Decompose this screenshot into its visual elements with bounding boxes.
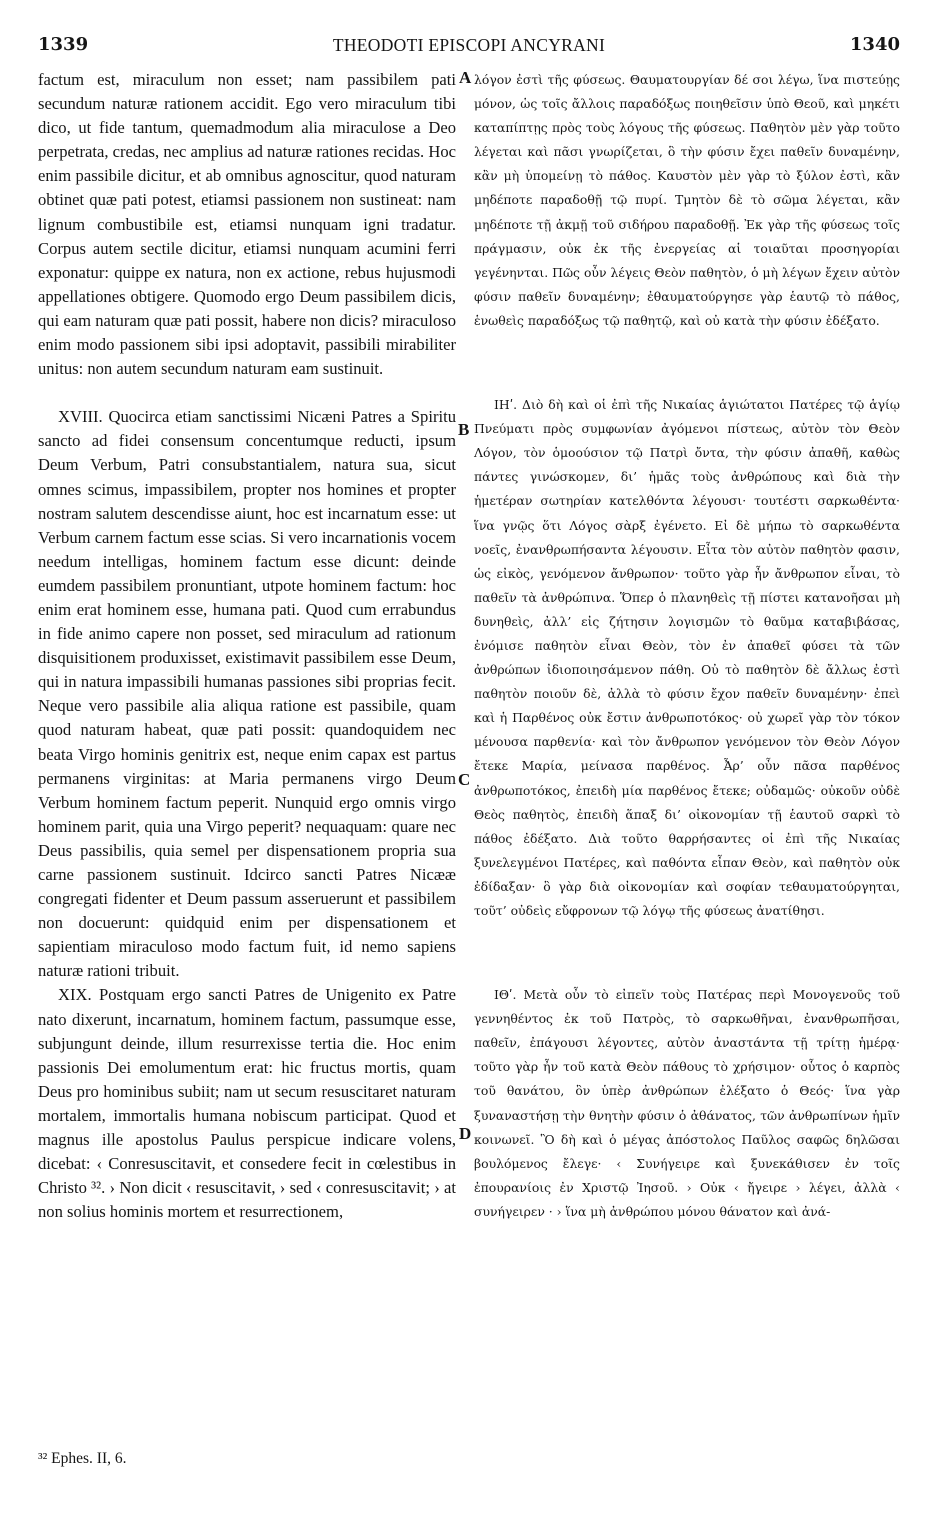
page-number-right: 1340 bbox=[849, 34, 900, 55]
margin-letter-b: B bbox=[458, 420, 470, 439]
page-number-left: 1339 bbox=[38, 34, 89, 55]
footnote: ³² Ephes. II, 6. bbox=[38, 1450, 127, 1467]
running-title: THEODOTI EPISCOPI ANCYRANI bbox=[332, 35, 606, 55]
greek-column bbox=[474, 68, 900, 1224]
latin-paragraph-1: factum est, miraculum non esset; nam passibilem pati secundum naturæ rationem accidit. Ego vero miraculum tibi dico, ut fide tantum, quemadmodum alia miraculose a Deo perpetrata, credas, nec amplius ad naturæ rationes recidas. Hoc enim passibile dicitur, et ab omnibus agnoscitur, quod naturam obtinet quæ pati potest, etiamsi passionem non sustineat: nam lignum combustibile est, etiamsi nunquam igni tradatur. Corpus autem sectile dicitur, etiamsi nunquam acumini ferri exponatur: quippe ex natura, non ex actione, rebus hujusmodi appellationes obtigere. Quomodo ergo Deum passibilem dicis, qui eam naturam quæ pati possit, habere non dicis? miraculoso enim modo passionem sibi ipsi adoptavit, passibili mirabiliter unitus: non autem secundum naturam eam sustinuit. bbox=[38, 70, 456, 379]
latin-column bbox=[38, 68, 456, 1224]
greek-paragraph-2: ΙΗʹ. Διὸ δὴ καὶ οἱ ἐπὶ τῆς Νικαίας ἁγιώτατοι Πατέρες τῷ ἁγίῳ Πνεύματι πρὸς συμφωνίαν ἀγόμενοι πίστεως, αὐτὸν τὸν Θεὸν Λόγον, τὸν ὁμοούσιον τῷ Πατρὶ ὄντα, τὴν φύσιν ἀπαθῆ, καθὼς πάντες γινώσκομεν, δι’ ἡμᾶς τοὺς ἀνθρώπους καὶ διὰ τὴν ἡμετέραν σωτηρίαν κατελθόντα λέγουσι· τουτέστι σαρκωθέντα· ἵνα γνῷς ὅτι Λόγος σὰρξ ἐγένετο. Εἰ δὲ μήπω τὸ σαρκωθέντα νοεῖς, ἐνανθρωπήσαντα λέγουσιν. Εἶτα τὸν αὐτὸν παθητὸν φασιν, ὡς εἰκὸς, γενόμενον ἄνθρωπον· τοῦτο γὰρ ἦν ἄνθρωπον εἶναι, τὸ παθεῖν τὰ ἀνθρώπινα. Ὅπερ ὁ πλανηθεὶς τῇ πίστει κατανοῆσαι μὴ δυνηθεὶς, ἀλλ’ εἰς ζήτησιν λογισμῶν τὸ θαῦμα καταβιβάσας, ἐνόμισε παθητὸν εἶναι Θεὸν, τὸν ἐν ἀπαθεῖ φύσει τὰ τῶν ἀνθρώπων ἰδιοποιησάμενον πάθη. Οὐ τὸ παθητὸν δὲ ἄλλως ἐστὶ παθητὸν ποιοῦν δὲ, ἀλλὰ τὸ φύσιν ἔχον παθεῖν δυναμένην· ἐπεὶ καὶ ἡ Παρθένος οὐκ ἔστιν ἀνθρωποτόκος· οὐ χωρεῖ γὰρ τὸν τόκον μένουσα παρθενία· καὶ τὸν ἄνθρωπον γενόμενον τὸν Θεὸν Λόγον ἔτεκε Μαρία, μείνασα παρθένος. Ἆρ’ οὖν πᾶσα παρθένος ἀνθρωποτόκος, ἐπειδὴ μία παρθένος ἔτεκε; οὐδαμῶς· οὐκοῦν οὐδὲ Θεὸς παθητὸς, ἐπειδὴ ἅπαξ δι’ οἰκονομίαν τῇ ἑαυτοῦ σαρκὶ τὸ πάθος ἐδέξατο. Διὰ τοῦτο θαρρήσαντες οἱ ἐπὶ τῆς Νικαίας ξυνελεγμένοι Πατέρες, καὶ παθόντα εἶπαν Θεὸν, καὶ παθητὸν οὐκ ἐδίδαξαν· ὃ γὰρ διὰ οἰκονομίαν καὶ σοφίαν τεθαυματούργηται, τοῦτ’ οὐδεὶς εὔφρονων τῷ λόγῳ τῆς φύσεως ἀνατίθησι. bbox=[474, 397, 900, 918]
margin-letter-d: D bbox=[459, 1124, 472, 1143]
margin-letter-c: C bbox=[458, 770, 471, 789]
margin-letter-a: A bbox=[459, 68, 472, 87]
greek-paragraph-3: ΙΘʹ. Μετὰ οὖν τὸ εἰπεῖν τοὺς Πατέρας περὶ Μονογενοῦς τοῦ γεννηθέντος ἐκ τοῦ Πατρὸς, τὸ σαρκωθῆναι, ἐνανθρωπῆσαι, παθεῖν, ἐπάγουσι λέγοντες, αὐτὸν ἀναστάντα τῇ τρίτῃ ἡμέρᾳ· τοῦτο γὰρ ἦν τοῦ κατὰ Θεὸν πάθους τὸ χρήσιμον· οὗτος ὁ καρπὸς τοῦ θανάτου, ὃν ὑπὲρ ἀνθρώπων ἐλέξατο ὁ Θεός· ἵνα γὰρ ξυναναστήσῃ τὴν θνητὴν φύσιν ὁ ἀθάνατος, τῶν ἀνθρωπίνων ἡμῖν κοινωνεῖ. Ὃ δὴ καὶ ὁ μέγας ἀπόστολος Παῦλος σαφῶς δηλῶσαι βουλόμενος ἔλεγε· ‹ Συνήγειρε καὶ ξυνεκάθισεν ἐν τοῖς ἐπουρανίοις ἐν Χριστῷ Ἰησοῦ. › Οὐκ ‹ ἤγειρε › λέγει, ἀλλὰ ‹ συνήγειρεν · › ἵνα μὴ ἀνθρώπου μόνου θάνατον καὶ ἀνά- bbox=[474, 987, 900, 1219]
page-header bbox=[38, 34, 900, 62]
greek-paragraph-1: λόγον ἐστὶ τῆς φύσεως. Θαυματουργίαν δέ σοι λέγω, ἵνα πιστεύῃς μόνον, ὡς τοῖς ἄλλοις παραδόξως ποιηθεῖσιν ὑπὸ Θεοῦ, καὶ μηκέτι καταπίπτῃς πρὸς τοὺς λόγους τῆς φύσεως. Παθητὸν μὲν γὰρ τοῦτο λέγεται καὶ πᾶσι γνωρίζεται, ὃ τὴν φύσιν ἔχει παθεῖν δυναμένην, κἂν μὴ ὑπομείνῃ τὸ πάθος. Καυστὸν μὲν γὰρ τὸ ξύλον ἐστὶ, κἂν μηδέποτε παραδοθῇ τῷ πυρί. Τμητὸν δὲ τὸ σῶμα λέγεται, κἂν μηδέποτε τῇ ἀκμῇ τοῦ σιδήρου παραδοθῇ. Ἐκ γὰρ τῆς φύσεως τοῖς πράγμασιν, οὐκ ἐκ τῆς ἐνεργείας αἱ τοιαῦται προσηγορίαι γεγένηνται. Πῶς οὖν λέγεις Θεὸν παθητὸν, ὁ μὴ λέγων ἔχειν αὐτὸν φύσιν παθεῖν δυναμένην; ἐθαυματούργησε γὰρ ἑαυτῷ τὸ πάθος, ἑνωθεὶς παραδόξως τῷ παθητῷ, καὶ οὐ κατὰ τὴν φύσιν ἐδέξατο. bbox=[474, 72, 900, 328]
latin-paragraph-2: XVIII. Quocirca etiam sanctissimi Nicæni Patres a Spiritu sancto ad fidei consensum concentumque reducti, ipsum Deum Verbum, Patri consubstantialem, natura sua, sicut omnes scimus, impassibilem, propter nos homines et propter nostram salutem descendisse aiunt, hoc est incarnatum esse: ut Verbum carnem factum esse scias. Si vero incarnationis vocem needum intelligas, hominem factum esse dicunt: deinde eumdem passibilem pronuntiant, utpote hominem factum: hoc enim erat hominem esse, humana pati. Quod cum errabundus in fide animo capere non posset, sed miraculum ad rationum disquisitionem produxisset, existimavit passibilem esse Deum, qui in natura impassibili humanas passiones sibi proprias fecit. Neque vero passibile alia aliqua ratione est passibile, quam quod naturam habeat, quæ pati possit: quandoquidem nec beata Virgo hominis genitrix est, neque enim capax est partus permanens virginitas: at Maria permanens virgo Deum Verbum hominem factum peperit. Nunquid ergo omnis virgo hominem parit, quia una Virgo peperit? nequaquam: quare nec Deus passibilis, quia semel per dispensationem propria sua carne passionem sustinuit. Idcirco sancti Patres Nicææ congregati fidenter et Deum passum asseruerunt et passibilem non docuerunt: quidquid enim per dispensationem et sapientiam miraculoso modo factum fuit, id nemo sapiens naturæ rationi tribuit. bbox=[38, 407, 456, 981]
latin-paragraph-3: XIX. Postquam ergo sancti Patres de Unigenito ex Patre nato dixerunt, incarnatum, hominem factum, passumque esse, subjungunt deinde, illum resurrexisse tertia die. Hoc enim passionis Dei emolumentum erat: hic fructus mortis, quam Deus pro hominibus subiit; nam ut secum resuscitaret naturam mortalem, immortalis humana nobiscum participat. Quod et magnus ille apostolus Paulus perspicue indicare volens, dicebat: ‹ Conresuscitavit, et consedere fecit in cœlestibus in Christo ³². › Non dicit ‹ resuscitavit, › sed ‹ conresuscitavit; › at non solius hominis mortem et resurrectionem, bbox=[38, 985, 456, 1222]
